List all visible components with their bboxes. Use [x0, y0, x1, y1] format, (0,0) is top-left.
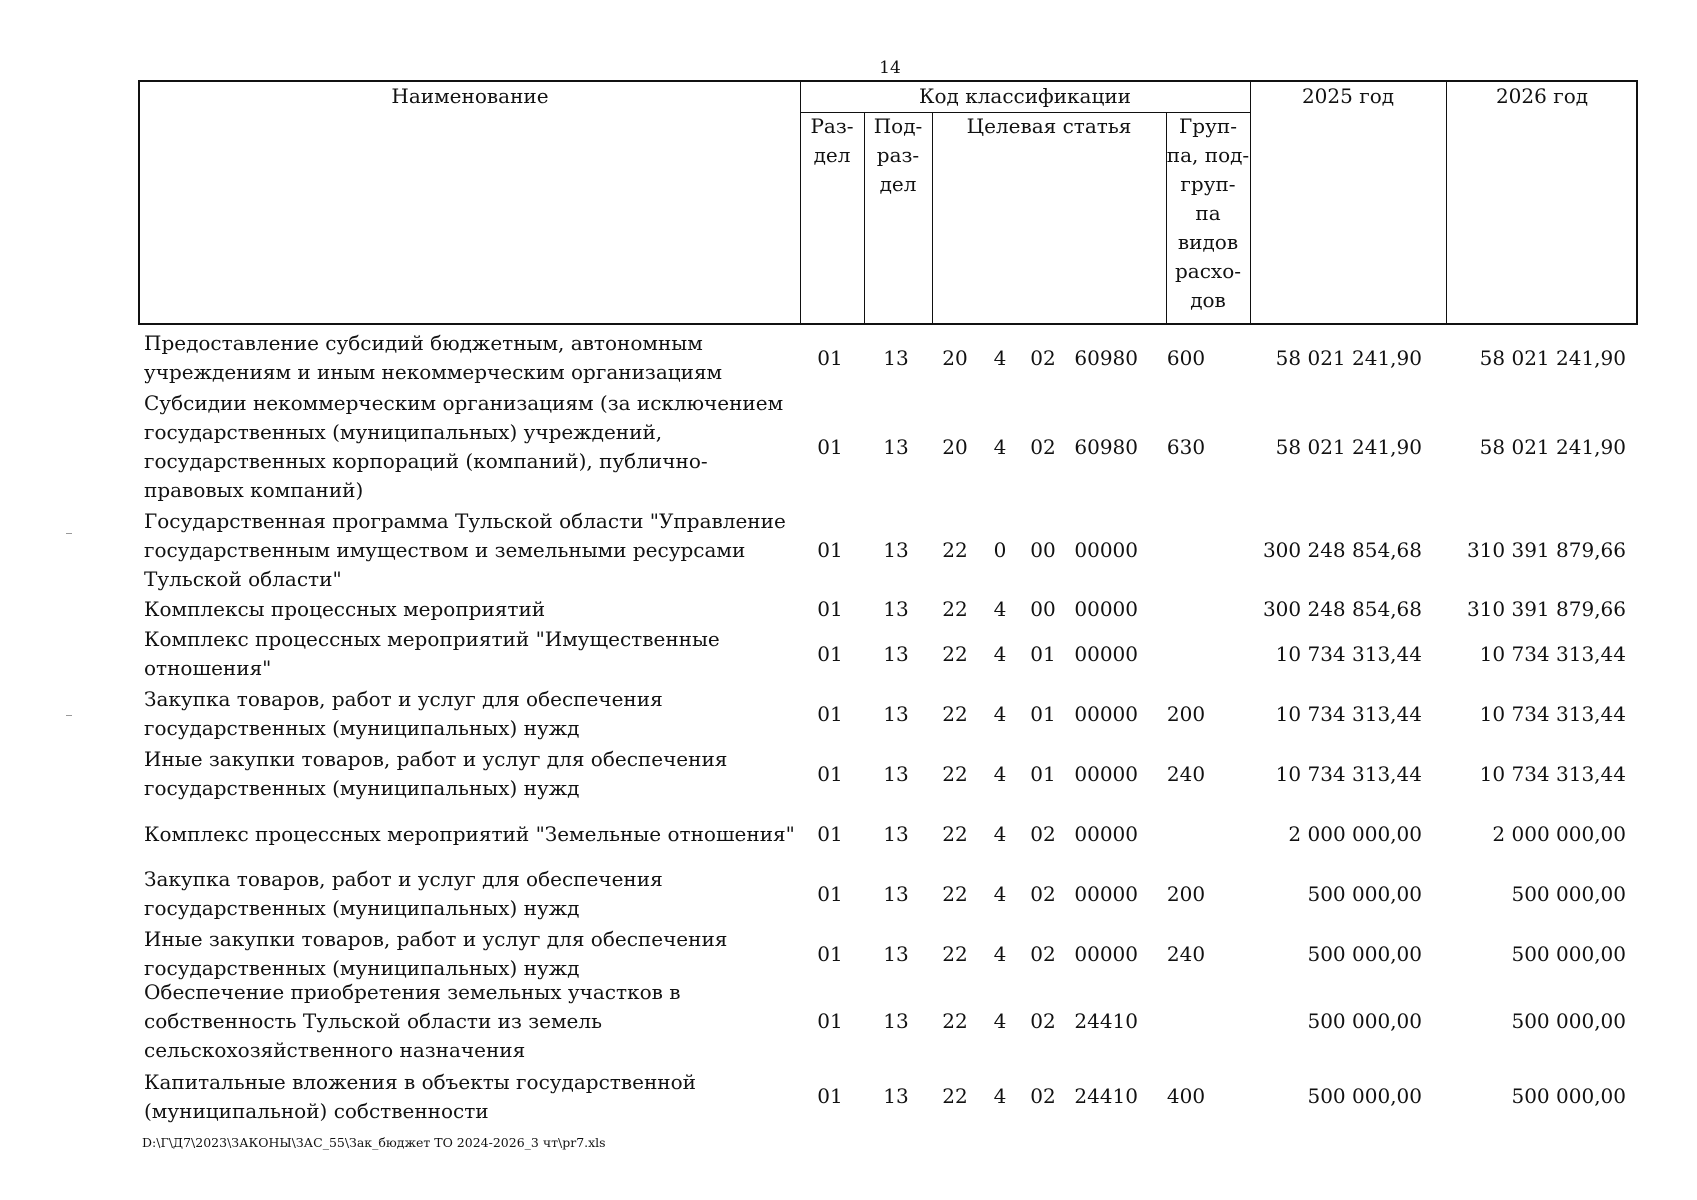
row-target-program: 20 — [942, 345, 968, 370]
row-target-type: 4 — [993, 1009, 1007, 1033]
row-razdel: 01 — [817, 641, 843, 666]
row-razdel: 01 — [817, 701, 843, 726]
row-target-direction: 00000 — [1074, 537, 1138, 562]
header-podrazdel: Под- раз- дел — [873, 114, 923, 196]
header-expense-group: Груп- па, под- груп- па видов расхо- дов — [1166, 114, 1250, 312]
row-target-direction: 24410 — [1074, 1084, 1138, 1108]
table-row — [138, 980, 1648, 1062]
row-target-program: 22 — [942, 701, 968, 726]
row-podrazdel: 13 — [883, 1009, 909, 1033]
row-amount-2025: 500 000,00 — [1307, 1084, 1422, 1108]
table-row — [138, 388, 1648, 506]
row-amount-2026: 10 734 313,44 — [1479, 761, 1626, 786]
header-divider — [1446, 82, 1447, 323]
row-target-program: 20 — [942, 434, 968, 459]
row-target-type: 4 — [993, 345, 1007, 370]
row-amount-2026: 500 000,00 — [1511, 941, 1626, 966]
row-razdel: 01 — [817, 821, 843, 846]
row-podrazdel: 13 — [883, 596, 909, 621]
row-name: Государственная программа Тульской области "Управление государственным имуществом и земельными ресурсами Тульской области" — [144, 508, 786, 591]
row-target-structure: 01 — [1030, 761, 1056, 786]
row-podrazdel: 13 — [883, 345, 909, 370]
row-target-type: 4 — [993, 434, 1007, 459]
table-row — [138, 594, 1648, 624]
row-target-program: 22 — [942, 537, 968, 562]
row-target-direction: 60980 — [1074, 434, 1138, 459]
row-podrazdel: 13 — [883, 1084, 909, 1108]
row-razdel: 01 — [817, 345, 843, 370]
header-target-article: Целевая статья — [966, 114, 1132, 138]
row-target-direction: 00000 — [1074, 596, 1138, 621]
row-target-direction: 24410 — [1074, 1009, 1138, 1033]
row-target-type: 4 — [993, 881, 1007, 906]
file-path-footer: D:\Г\Д7\2023\ЗАКОНЫ\ЗАС_55\Зак_бюджет ТО 2024-2026_3 чт\pr7.xls — [142, 1135, 606, 1150]
row-target-structure: 01 — [1030, 641, 1056, 666]
row-amount-2025: 500 000,00 — [1307, 941, 1422, 966]
row-name: Закупка товаров, работ и услуг для обеспечения государственных (муниципальных) нужд — [144, 687, 663, 740]
row-amount-2026: 10 734 313,44 — [1479, 641, 1626, 666]
row-target-program: 22 — [942, 821, 968, 846]
table-body — [138, 328, 1648, 1134]
row-amount-2025: 300 248 854,68 — [1262, 596, 1422, 621]
margin-mark — [66, 715, 72, 716]
row-expense-group: 200 — [1166, 881, 1206, 906]
row-target-direction: 00000 — [1074, 701, 1138, 726]
row-podrazdel: 13 — [883, 821, 909, 846]
row-amount-2026: 58 021 241,90 — [1479, 434, 1626, 459]
row-expense-group: 240 — [1166, 761, 1206, 786]
row-target-program: 22 — [942, 941, 968, 966]
row-amount-2026: 500 000,00 — [1511, 881, 1626, 906]
row-amount-2025: 10 734 313,44 — [1275, 761, 1422, 786]
table-row — [138, 744, 1648, 804]
row-target-program: 22 — [942, 596, 968, 621]
row-podrazdel: 13 — [883, 881, 909, 906]
row-podrazdel: 13 — [883, 701, 909, 726]
row-amount-2025: 2 000 000,00 — [1288, 821, 1422, 846]
header-code-group: Код классификации — [919, 84, 1131, 108]
row-amount-2026: 500 000,00 — [1511, 1084, 1626, 1108]
row-name: Субсидии некоммерческим организациям (за исключением государственных (муниципальных) учреждений, государственных корпораций (компаний), публично-правовых компаний) — [144, 391, 784, 502]
row-name: Обеспечение приобретения земельных участков в собственность Тульской области из земель сельскохозяйственного назначения — [144, 980, 681, 1062]
row-razdel: 01 — [817, 881, 843, 906]
row-name: Иные закупки товаров, работ и услуг для обеспечения государственных (муниципальных) нужд — [144, 747, 728, 800]
row-target-direction: 00000 — [1074, 761, 1138, 786]
table-row — [138, 804, 1648, 864]
row-name: Комплексы процессных мероприятий — [144, 596, 546, 621]
table-row — [138, 684, 1648, 744]
table-row — [138, 328, 1648, 388]
page-number: 14 — [879, 58, 901, 78]
row-target-program: 22 — [942, 1009, 968, 1033]
row-target-type: 4 — [993, 821, 1007, 846]
row-amount-2026: 58 021 241,90 — [1479, 345, 1626, 370]
row-amount-2025: 500 000,00 — [1307, 881, 1422, 906]
row-target-structure: 02 — [1030, 821, 1056, 846]
row-amount-2026: 2 000 000,00 — [1492, 821, 1626, 846]
row-razdel: 01 — [817, 941, 843, 966]
row-name: Комплекс процессных мероприятий "Земельные отношения" — [144, 821, 795, 846]
row-target-structure: 02 — [1030, 1084, 1056, 1108]
margin-mark — [66, 533, 72, 534]
row-expense-group: 630 — [1166, 434, 1206, 459]
row-amount-2025: 500 000,00 — [1307, 1009, 1422, 1033]
row-target-structure: 02 — [1030, 881, 1056, 906]
row-podrazdel: 13 — [883, 434, 909, 459]
row-target-structure: 02 — [1030, 434, 1056, 459]
header-divider — [1250, 82, 1251, 323]
row-amount-2025: 300 248 854,68 — [1262, 537, 1422, 562]
row-expense-group: 240 — [1166, 941, 1206, 966]
row-target-program: 22 — [942, 1084, 968, 1108]
row-target-structure: 00 — [1030, 596, 1056, 621]
header-year-2026: 2026 год — [1495, 84, 1589, 108]
row-amount-2026: 310 391 879,66 — [1466, 596, 1626, 621]
row-target-type: 4 — [993, 596, 1007, 621]
row-target-program: 22 — [942, 761, 968, 786]
row-target-direction: 60980 — [1074, 345, 1138, 370]
table-row — [138, 1059, 1648, 1134]
header-name: Наименование — [391, 84, 549, 108]
row-amount-2025: 58 021 241,90 — [1275, 434, 1422, 459]
row-amount-2025: 58 021 241,90 — [1275, 345, 1422, 370]
row-amount-2025: 10 734 313,44 — [1275, 701, 1422, 726]
header-year-2025: 2025 год — [1301, 84, 1395, 108]
row-target-structure: 01 — [1030, 701, 1056, 726]
row-target-direction: 00000 — [1074, 941, 1138, 966]
row-razdel: 01 — [817, 761, 843, 786]
table-row — [138, 924, 1648, 984]
row-razdel: 01 — [817, 1009, 843, 1033]
row-expense-group: 200 — [1166, 701, 1206, 726]
row-name: Предоставление субсидий бюджетным, автономным учреждениям и иным некоммерческим организациям — [144, 331, 723, 384]
row-target-structure: 02 — [1030, 941, 1056, 966]
row-podrazdel: 13 — [883, 761, 909, 786]
row-name: Комплекс процессных мероприятий "Имущественные отношения" — [144, 627, 720, 680]
row-target-type: 4 — [993, 1084, 1007, 1108]
row-podrazdel: 13 — [883, 941, 909, 966]
row-amount-2025: 10 734 313,44 — [1275, 641, 1422, 666]
row-target-program: 22 — [942, 641, 968, 666]
row-target-direction: 00000 — [1074, 881, 1138, 906]
row-podrazdel: 13 — [883, 641, 909, 666]
row-target-type: 4 — [993, 701, 1007, 726]
row-razdel: 01 — [817, 1084, 843, 1108]
row-razdel: 01 — [817, 434, 843, 459]
table-header — [138, 80, 1638, 325]
row-amount-2026: 500 000,00 — [1511, 1009, 1626, 1033]
row-name: Капитальные вложения в объекты государственной (муниципальной) собственности — [144, 1069, 696, 1123]
table-row — [138, 506, 1648, 594]
row-target-structure: 00 — [1030, 537, 1056, 562]
row-name: Закупка товаров, работ и услуг для обеспечения государственных (муниципальных) нужд — [144, 867, 663, 920]
row-podrazdel: 13 — [883, 537, 909, 562]
row-amount-2026: 10 734 313,44 — [1479, 701, 1626, 726]
row-target-type: 4 — [993, 941, 1007, 966]
row-target-structure: 02 — [1030, 1009, 1056, 1033]
row-target-program: 22 — [942, 881, 968, 906]
row-expense-group: 600 — [1166, 345, 1206, 370]
header-divider — [932, 112, 933, 323]
row-expense-group: 400 — [1166, 1084, 1206, 1108]
row-target-direction: 00000 — [1074, 641, 1138, 666]
row-target-type: 4 — [993, 641, 1007, 666]
row-target-type: 0 — [993, 537, 1007, 562]
row-name: Иные закупки товаров, работ и услуг для обеспечения государственных (муниципальных) нужд — [144, 927, 728, 980]
header-razdel: Раз- дел — [810, 114, 854, 167]
row-target-direction: 00000 — [1074, 821, 1138, 846]
table-row — [138, 864, 1648, 924]
row-amount-2026: 310 391 879,66 — [1466, 537, 1626, 562]
row-razdel: 01 — [817, 537, 843, 562]
row-razdel: 01 — [817, 596, 843, 621]
row-target-structure: 02 — [1030, 345, 1056, 370]
table-row — [138, 624, 1648, 684]
row-target-type: 4 — [993, 761, 1007, 786]
